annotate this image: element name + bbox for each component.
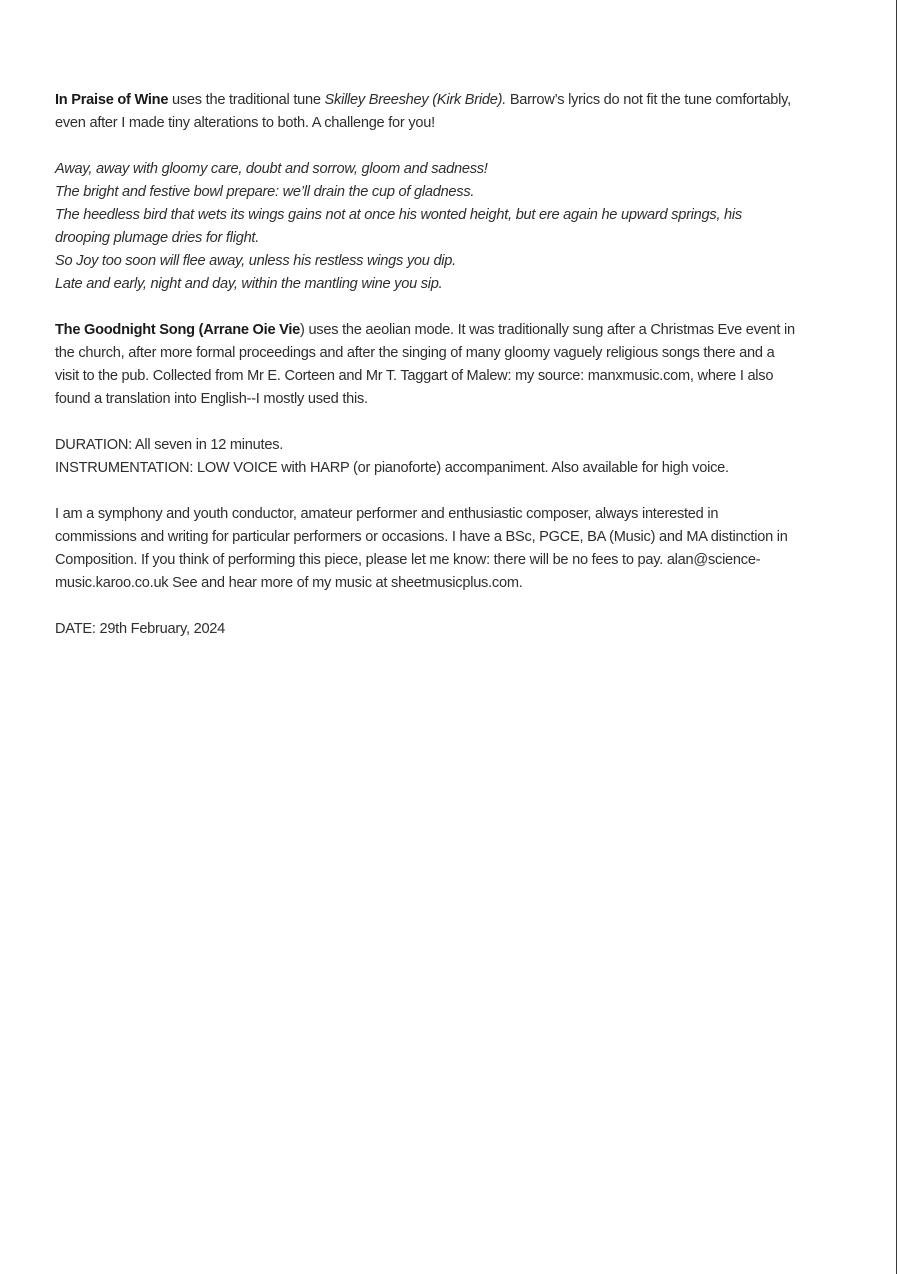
wine-paragraph bbox=[55, 89, 795, 135]
lyric-line: So Joy too soon will flee away, unless his restless wings you dip. bbox=[55, 253, 456, 269]
lyric-line: Away, away with gloomy care, doubt and sorrow, gloom and sadness! bbox=[55, 161, 488, 177]
wine-text-a: uses the traditional tune bbox=[168, 92, 325, 108]
lyric-line: The heedless bird that wets its wings gains not at once his wonted height, but ere again he upward springs, his drooping plumage dries for flight. bbox=[55, 207, 742, 246]
goodnight-paragraph bbox=[55, 319, 795, 411]
lyric-line: The bright and festive bowl prepare: we’ll drain the cup of gladness. bbox=[55, 184, 475, 200]
lyric-line: Late and early, night and day, within the mantling wine you sip. bbox=[55, 276, 443, 292]
details-block bbox=[55, 434, 795, 480]
bio-paragraph: I am a symphony and youth conductor, amateur performer and enthusiastic composer, always interested in commissions and writing for particular performers or occasions. I have a BSc, PGCE, BA (Music) and MA distinction in Composition. If you think of performing this piece, please let me know: there will be no fees to pay. alan@science-music.karoo.co.uk See and hear more of my music at sheetmusicplus.com. bbox=[55, 506, 788, 591]
duration-line: DURATION: All seven in 12 minutes. bbox=[55, 437, 284, 453]
goodnight-text: ) uses the aeolian mode. It was traditionally sung after a Christmas Eve event in the church, after more formal proceedings and after the singing of many gloomy vaguely religious songs there and a visit to the pub. Collected from Mr E. Corteen and Mr T. Taggart of Malew: my source: manxmusic.com, where I also found a translation into English--I mostly used this. bbox=[55, 322, 795, 407]
wine-title: In Praise of Wine bbox=[55, 92, 169, 108]
document-body bbox=[55, 89, 795, 641]
goodnight-title: The Goodnight Song (Arrane Oie Vie bbox=[55, 322, 301, 338]
wine-lyrics bbox=[55, 158, 795, 296]
instrumentation-line: INSTRUMENTATION: LOW VOICE with HARP (or pianoforte) accompaniment. Also available for high voice. bbox=[55, 460, 729, 476]
wine-tune-name: Skilley Breeshey (Kirk Bride). bbox=[324, 92, 507, 108]
date-line: DATE: 29th February, 2024 bbox=[55, 621, 226, 637]
wine-text-b: Barrow’s lyrics do not fit the tune comfortably, even after I made tiny alterations to both. A challenge for you! bbox=[55, 92, 791, 131]
